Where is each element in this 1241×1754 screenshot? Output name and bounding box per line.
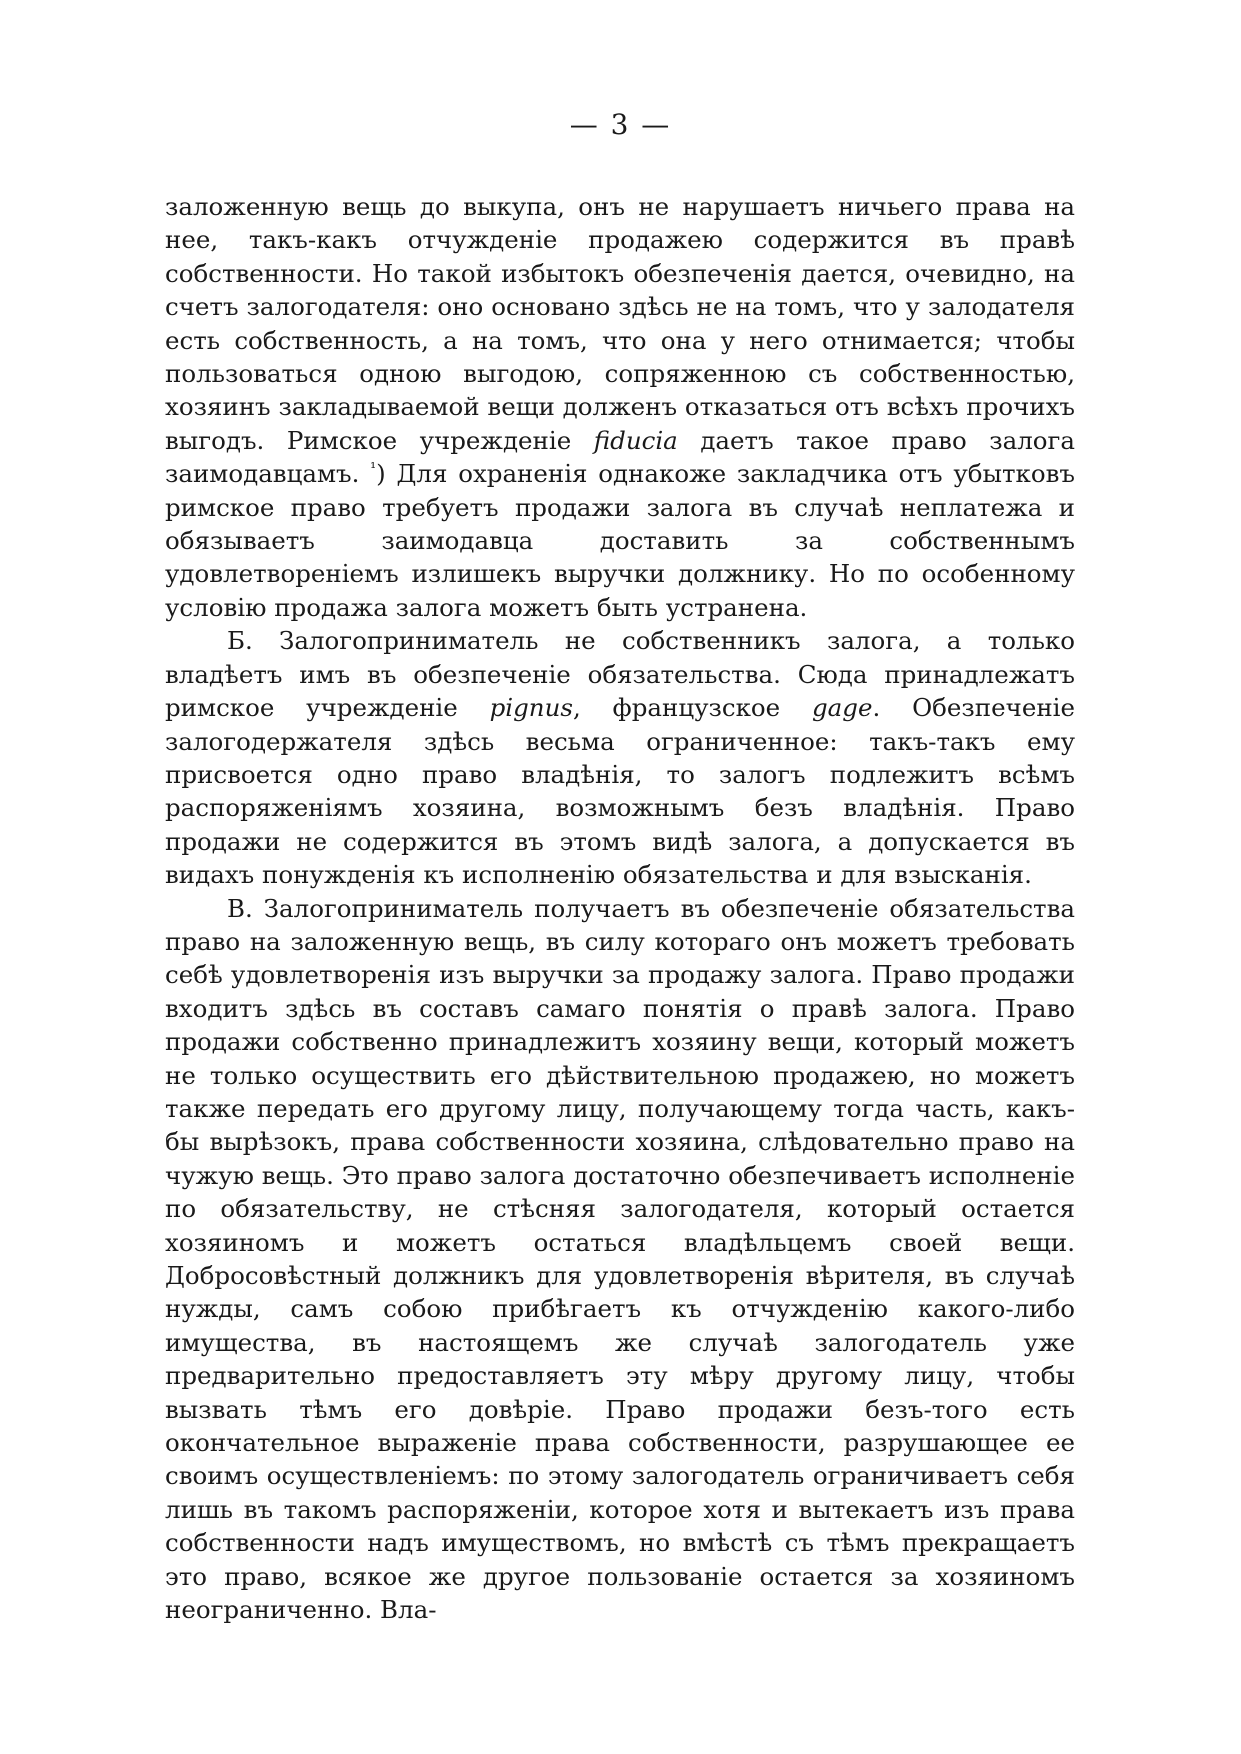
- paragraph: [165, 190, 1075, 624]
- text-run: , французское: [572, 693, 812, 723]
- text-run: заложенную вещь до выкупа, онъ не нарушаетъ ничьего права на нее, такъ-какъ отчужденіе продажею содержится въ правѣ собственности. Но такой избытокъ обезпеченія дается, очевидно, на счетъ залогодателя: оно основано здѣсь не на томъ, что у залодателя есть собственность, а на томъ, что она у него отнимается; чтобы пользоваться одною выгодою, сопряженною съ собственностью, хозяинъ закладываемой вещи долженъ отказаться отъ всѣхъ прочихъ выгодъ. Римское учрежденіе: [165, 192, 1075, 455]
- page-number: — 3 —: [569, 108, 672, 141]
- latin-term: gage: [812, 693, 873, 723]
- latin-term: pignus: [489, 693, 573, 723]
- text-run: ) Для охраненія однакоже закладчика отъ убытковъ римское право требуетъ продажи залога въ случаѣ неплатежа и обязываетъ заимодавца доставить за собственнымъ удовлетвореніемъ излишекъ выручки должнику. Но по особенному условію продажа залога можетъ быть устранена.: [165, 459, 1075, 622]
- footnote-marker: ¹: [370, 459, 377, 478]
- latin-term: fiducia: [593, 425, 678, 455]
- paragraph: [165, 624, 1075, 891]
- text-run: Б. Залогоприниматель не собственникъ залога, а только владѣетъ имъ въ обезпеченіе обязательства. Сюда принадлежатъ римское учрежденіе: [165, 626, 1075, 723]
- text-run: даетъ такое право залога заимодавцамъ.: [165, 425, 1075, 489]
- text-run: . Обезпеченіе залогодержателя здѣсь весьма ограниченное: такъ-такъ ему присвоется одно право владѣнія, то залогъ подлежитъ всѣмъ распоряженіямъ хозяина, возможнымъ безъ владѣнія. Право продажи не содержится въ этомъ видѣ залога, а допускается въ видахъ понужденія къ исполненію обязательства и для взысканія.: [165, 693, 1075, 890]
- text-run: В. Залогоприниматель получаетъ въ обезпеченіе обязательства право на заложенную вещь, въ силу котораго онъ можетъ требовать себѣ удовлетворенія изъ выручки за продажу залога. Право продажи входитъ здѣсь въ составъ самаго понятія о правѣ залога. Право продажи собственно принадлежитъ хозяину вещи, который можетъ не только осуществить его дѣйствительною продажею, но можетъ также передать его другому лицу, получающему тогда часть, какъ-бы вырѣзокъ, права собственности хозяина, слѣдовательно право на чужую вещь. Это право залога достаточно обезпечиваетъ исполненіе по обязательству, не стѣсняя залогодателя, который остается хозяиномъ и можетъ остаться владѣльцемъ своей вещи. Добросовѣстный должникъ для удовлетворенія вѣрителя, въ случаѣ нужды, самъ собою прибѣгаетъ къ отчужденію какого-либо имущества, въ настоящемъ же случаѣ залогодатель уже предварительно предоставляетъ эту мѣру другому лицу, чтобы вызвать тѣмъ его довѣріе. Право продажи безъ-того есть окончательное выраженіе права собственности, разрушающее ее своимъ осуществленіемъ: по этому залогодатель ограничиваетъ себя лишь въ такомъ распоряженіи, которое хотя и вытекаетъ изъ права собственности надъ имуществомъ, но вмѣстѣ съ тѣмъ прекращаетъ это право, всякое же другое пользованіе остается за хозяиномъ неограниченно. Вла-: [165, 893, 1075, 1625]
- paragraph: [165, 892, 1075, 1627]
- body-text: [165, 190, 1075, 1626]
